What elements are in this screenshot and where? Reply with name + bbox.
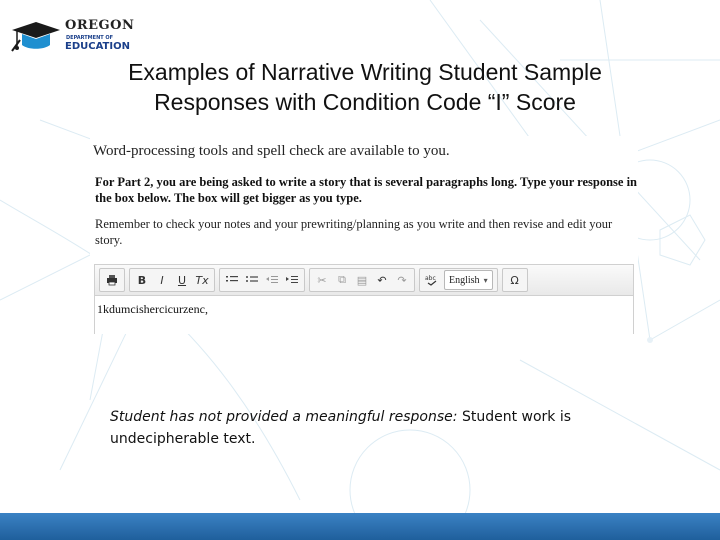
chevron-down-icon: ▾ — [483, 275, 488, 285]
instructions-reminder: Remember to check your notes and your prewriting/planning as you write and then revise and edit your story. — [95, 217, 613, 247]
logo-state-text: OREGON — [65, 18, 135, 33]
special-character-button[interactable]: Ω — [510, 273, 519, 287]
language-select[interactable] — [444, 270, 493, 290]
instructions-part2: For Part 2, you are being asked to write a story that is several paragraphs long. Type your response in the box below. The box will get bigger as you type. — [95, 175, 638, 205]
graduation-cap-icon — [10, 18, 62, 54]
caption-text: Student work is undecipherable text. — [110, 409, 572, 447]
print-group — [99, 268, 125, 292]
bulleted-list-icon[interactable] — [242, 270, 262, 290]
response-editor[interactable] — [94, 296, 634, 334]
clear-format-button[interactable]: Tx — [195, 273, 209, 287]
underline-button[interactable]: U — [177, 273, 187, 287]
caption-emphasis: Student has not provided a meaningful response: — [110, 409, 458, 425]
print-icon[interactable] — [102, 270, 122, 290]
condition-code-caption — [110, 406, 630, 450]
footer-bar — [0, 513, 720, 540]
cut-icon[interactable]: ✂ — [317, 273, 327, 287]
logo-department-text: DEPARTMENT OF — [66, 35, 114, 41]
response-text: 1kdumcishercicurzenc, — [97, 302, 208, 316]
list-group — [219, 268, 305, 292]
logo-education-text: EDUCATION — [65, 41, 130, 52]
slide-title-line2: Responses with Condition Code “I” Score — [154, 89, 576, 115]
slide-title — [70, 57, 660, 117]
outdent-icon[interactable] — [262, 270, 282, 290]
svg-text:abc: abc — [425, 275, 436, 282]
numbered-list-icon[interactable] — [222, 270, 242, 290]
edit-group — [309, 268, 415, 292]
indent-icon[interactable] — [282, 270, 302, 290]
undo-icon[interactable]: ↶ — [377, 273, 387, 287]
special-char-group — [502, 268, 528, 292]
response-screenshot — [90, 136, 638, 334]
italic-button[interactable]: I — [160, 273, 164, 287]
paste-icon[interactable]: ▤ — [356, 273, 368, 287]
language-select-value: English — [449, 274, 480, 286]
oregon-education-logo — [10, 16, 135, 56]
redo-icon[interactable]: ↷ — [397, 273, 407, 287]
tools-note: Word-processing tools and spell check are available to you. — [93, 143, 450, 159]
editor-toolbar — [94, 264, 634, 296]
slide-title-line1: Examples of Narrative Writing Student Sample — [128, 59, 602, 85]
bold-button[interactable]: B — [137, 273, 147, 287]
language-group — [419, 268, 498, 292]
format-group — [129, 268, 215, 292]
spellcheck-icon[interactable] — [422, 270, 442, 290]
copy-icon[interactable]: ⧉ — [338, 273, 346, 286]
